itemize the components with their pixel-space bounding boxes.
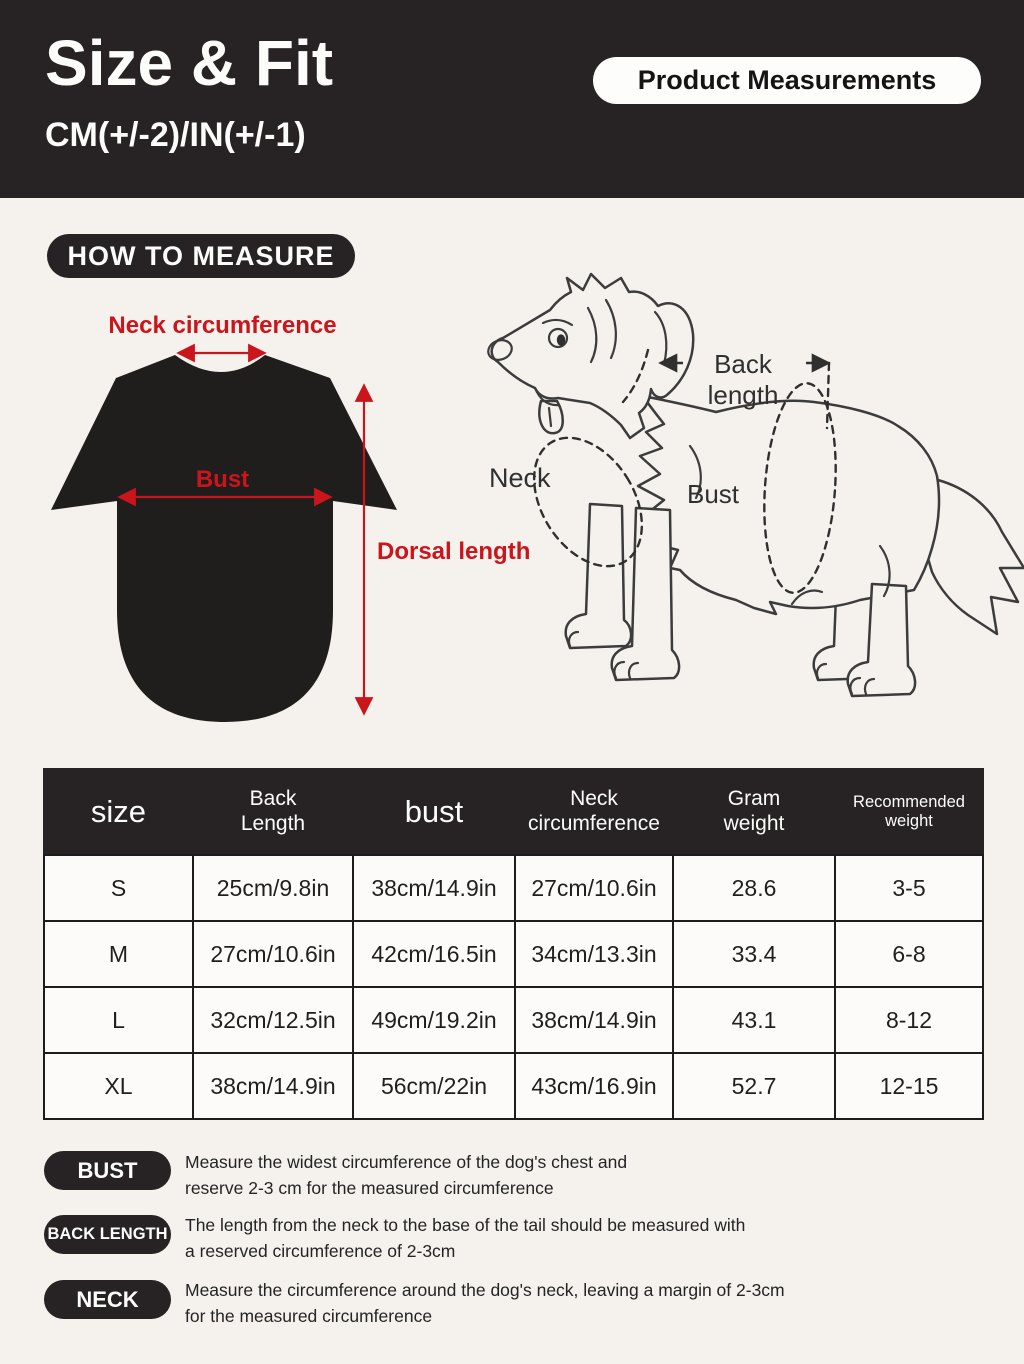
cell-size: M [44,921,193,987]
cell-gram-weight: 28.6 [673,855,835,921]
size-table-body [44,855,983,1119]
cell-recommended-weight: 6-8 [835,921,983,987]
cell-gram-weight: 43.1 [673,987,835,1053]
cell-back-length: 38cm/14.9in [193,1053,353,1119]
cell-neck: 34cm/13.3in [515,921,673,987]
tshirt-shape [51,355,397,722]
header-back-length: Back Length [193,769,353,855]
header-recommended: Recommended weight [835,769,983,855]
cell-size: S [44,855,193,921]
cell-bust: 42cm/16.5in [353,921,515,987]
how-to-measure-heading: HOW TO MEASURE [47,234,355,278]
back-length-note-text: The length from the neck to the base of the tail should be measured with a reserved circumference of 2-3cm [185,1215,746,1261]
bust-note-pill: BUST [44,1151,171,1190]
size-table [43,768,984,1120]
product-measurements-badge: Product Measurements [593,57,981,104]
cell-recommended-weight: 3-5 [835,855,983,921]
size-table-header [44,769,983,855]
cell-neck: 27cm/10.6in [515,855,673,921]
header-bust: bust [353,769,515,855]
cell-neck: 43cm/16.9in [515,1053,673,1119]
cell-recommended-weight: 8-12 [835,987,983,1053]
dog-back-length-label: Back length [707,349,779,410]
shirt-bust-label: Bust [195,466,250,493]
header-gram-weight: Gram weight [673,769,835,855]
cell-bust: 56cm/22in [353,1053,515,1119]
neck-circumference-label: Neck circumference [108,312,337,339]
page-title: Size & Fit [45,27,334,99]
cell-recommended-weight: 12-15 [835,1053,983,1119]
size-table-row [44,855,983,921]
cell-size: L [44,987,193,1053]
bust-note-text: Measure the widest circumference of the dog's chest and reserve 2-3 cm for the measured circumference [185,1152,628,1198]
dog-illustration-svg [440,250,1024,770]
size-table-row [44,921,983,987]
tolerance-subtitle: CM(+/-2)/IN(+/-1) [45,116,306,154]
cell-back-length: 27cm/10.6in [193,921,353,987]
cell-gram-weight: 52.7 [673,1053,835,1119]
dog-neck-label: Neck [489,463,551,493]
neck-note-pill: NECK [44,1280,171,1319]
cell-back-length: 32cm/12.5in [193,987,353,1053]
size-table-row [44,987,983,1053]
dog-bust-label: Bust [687,479,740,509]
cell-neck: 38cm/14.9in [515,987,673,1053]
size-table-row [44,1053,983,1119]
cell-back-length: 25cm/9.8in [193,855,353,921]
cell-size: XL [44,1053,193,1119]
neck-note-text: Measure the circumference around the dog's neck, leaving a margin of 2-3cm for the measured circumference [185,1280,785,1326]
cell-gram-weight: 33.4 [673,921,835,987]
header-size: size [44,769,193,855]
dog-front-far-leg [566,504,631,648]
cell-bust: 49cm/19.2in [353,987,515,1053]
dog-pupil [557,334,565,345]
top-banner [0,0,1024,198]
cell-bust: 38cm/14.9in [353,855,515,921]
header-neck: Neck circumference [515,769,673,855]
dorsal-length-label: Dorsal length [377,538,531,565]
dog-body [638,396,939,614]
back-length-note-pill: BACK LENGTH [44,1215,171,1254]
